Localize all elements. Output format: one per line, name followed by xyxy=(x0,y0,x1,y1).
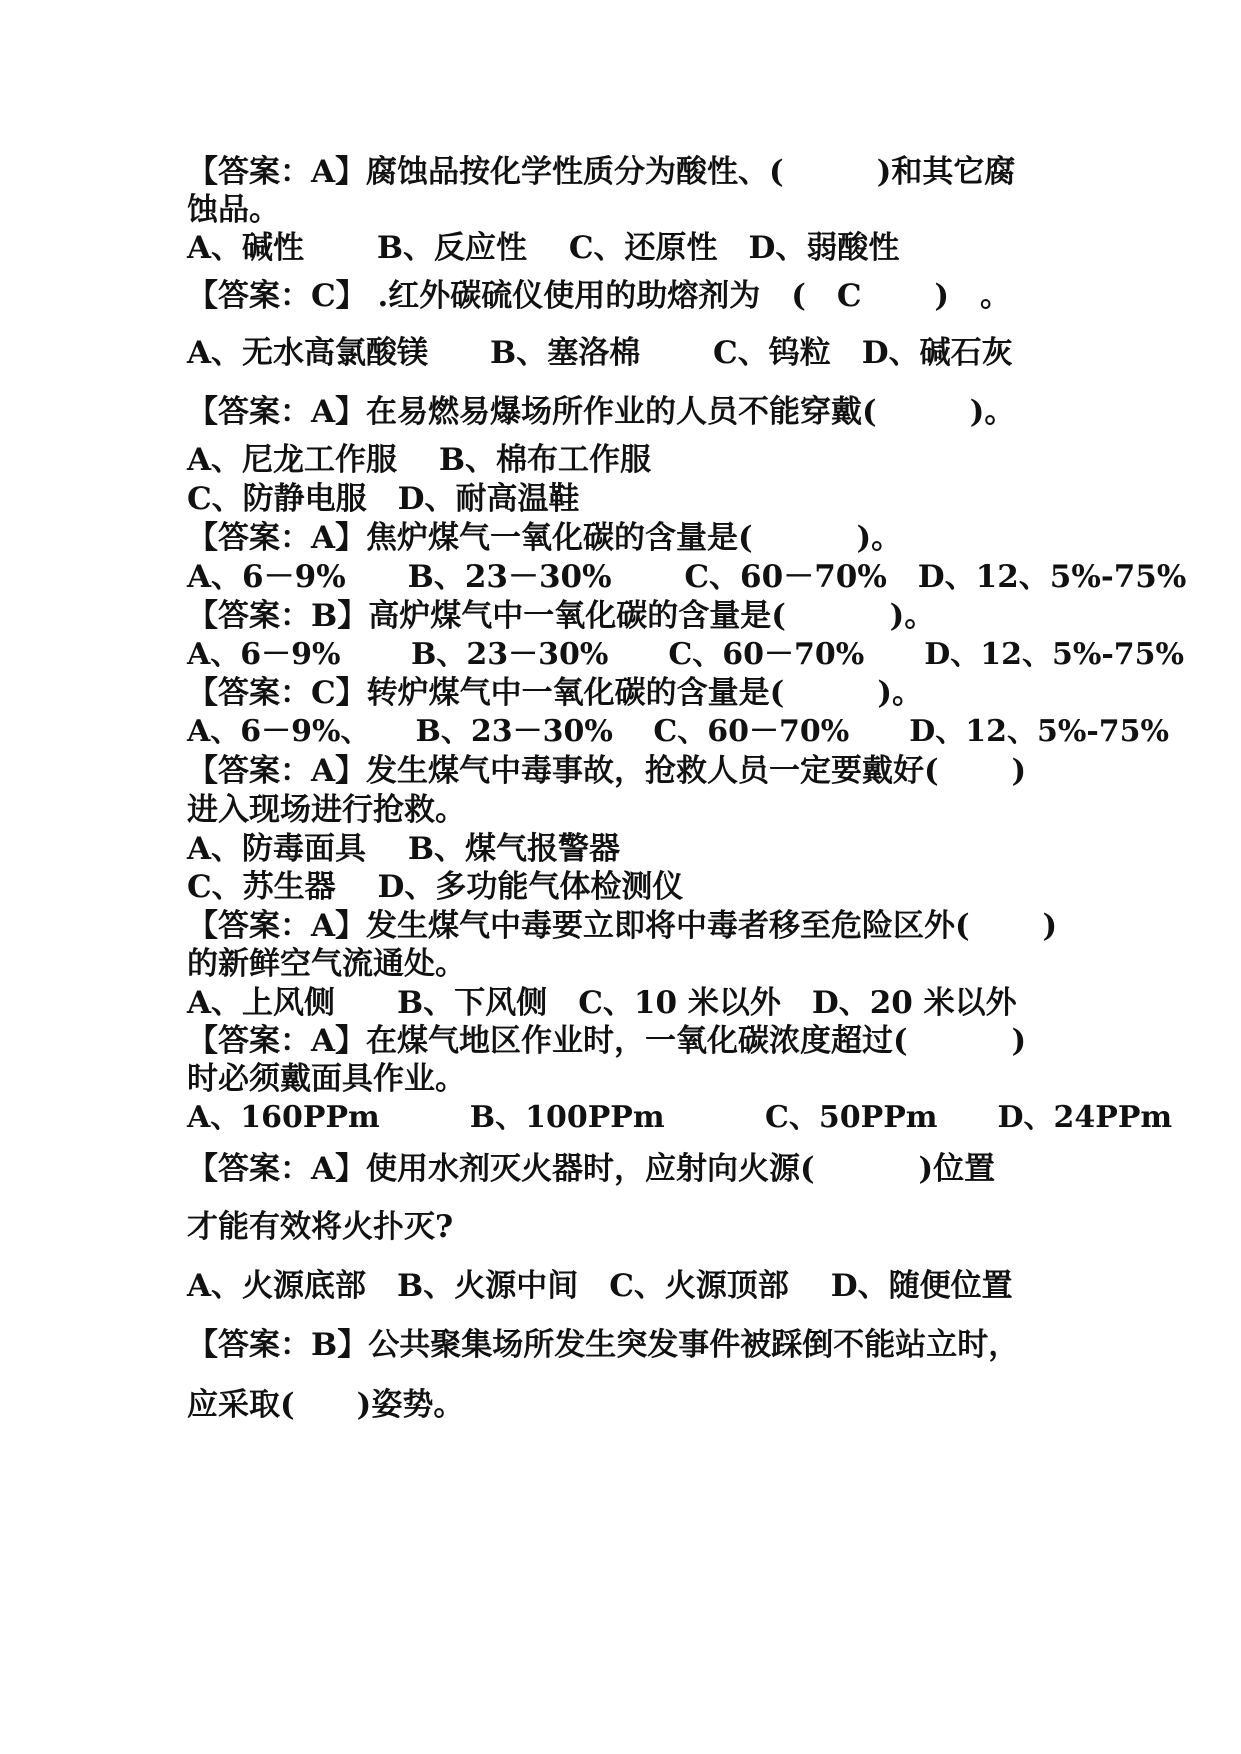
question-1-line-2: 蚀品。 xyxy=(187,192,280,228)
question-9-line-1: 【答案：A】在煤气地区作业时，一氧化碳浓度超过( ) xyxy=(187,1023,1027,1059)
question-4-options: A、6－9% B、23－30% C、60－70% D、12、5%-75% xyxy=(187,559,1187,595)
question-7-options-2: C、苏生器 D、多功能气体检测仪 xyxy=(187,869,684,905)
question-7-line-1: 【答案：A】发生煤气中毒事故，抢救人员一定要戴好( ) xyxy=(187,753,1027,789)
question-9-options: A、160PPm B、100PPm C、50PPm D、24PPm xyxy=(187,1100,1173,1135)
question-8-line-1: 【答案：A】发生煤气中毒要立即将中毒者移至危险区外( ) xyxy=(187,908,1058,944)
question-6-line-1: 【答案：C】转炉煤气中一氧化碳的含量是( )。 xyxy=(187,675,924,711)
question-6-options: A、6－9%、 B、23－30% C、60－70% D、12、5%-75% xyxy=(187,714,1170,749)
question-10-line-1: 【答案：A】使用水剂灭火器时，应射向火源( )位置 xyxy=(187,1151,996,1187)
question-1-line-1: 【答案：A】腐蚀品按化学性质分为酸性、( )和其它腐 xyxy=(187,154,1016,190)
question-3-options-1: A、尼龙工作服 B、棉布工作服 xyxy=(187,442,652,478)
question-8-line-2: 的新鲜空气流通处。 xyxy=(187,946,466,982)
question-3-line-1: 【答案：A】在易燃易爆场所作业的人员不能穿戴( )。 xyxy=(187,394,1016,430)
question-2-line-1: 【答案：C】 .红外碳硫仪使用的助熔剂为 ( C ) 。 xyxy=(187,278,1012,314)
question-10-line-2: 才能有效将火扑灭? xyxy=(187,1209,454,1245)
question-3-options-2: C、防静电服 D、耐高温鞋 xyxy=(187,481,580,517)
question-11-line-2: 应采取( )姿势。 xyxy=(187,1387,465,1423)
question-7-options-1: A、防毒面具 B、煤气报警器 xyxy=(187,831,621,867)
question-8-options: A、上风侧 B、下风侧 C、10 米以外 D、20 米以外 xyxy=(187,985,1017,1021)
question-11-line-1: 【答案：B】公共聚集场所发生突发事件被踩倒不能站立时， xyxy=(187,1327,1020,1363)
question-4-line-1: 【答案：A】焦炉煤气一氧化碳的含量是( )。 xyxy=(187,520,903,556)
question-9-line-2: 时必须戴面具作业。 xyxy=(187,1061,466,1097)
question-10-options: A、火源底部 B、火源中间 C、火源顶部 D、随便位置 xyxy=(187,1268,1013,1304)
question-7-line-2: 进入现场进行抢救。 xyxy=(187,792,466,828)
question-2-options: A、无水高氯酸镁 B、塞洛棉 C、钨粒 D、碱石灰 xyxy=(187,335,1013,371)
question-1-options: A、碱性 B、反应性 C、还原性 D、弱酸性 xyxy=(187,230,900,266)
question-5-line-1: 【答案：B】高炉煤气中一氧化碳的含量是( )。 xyxy=(187,598,936,634)
question-5-options: A、6－9% B、23－30% C、60－70% D、12、5%-75% xyxy=(187,637,1185,672)
